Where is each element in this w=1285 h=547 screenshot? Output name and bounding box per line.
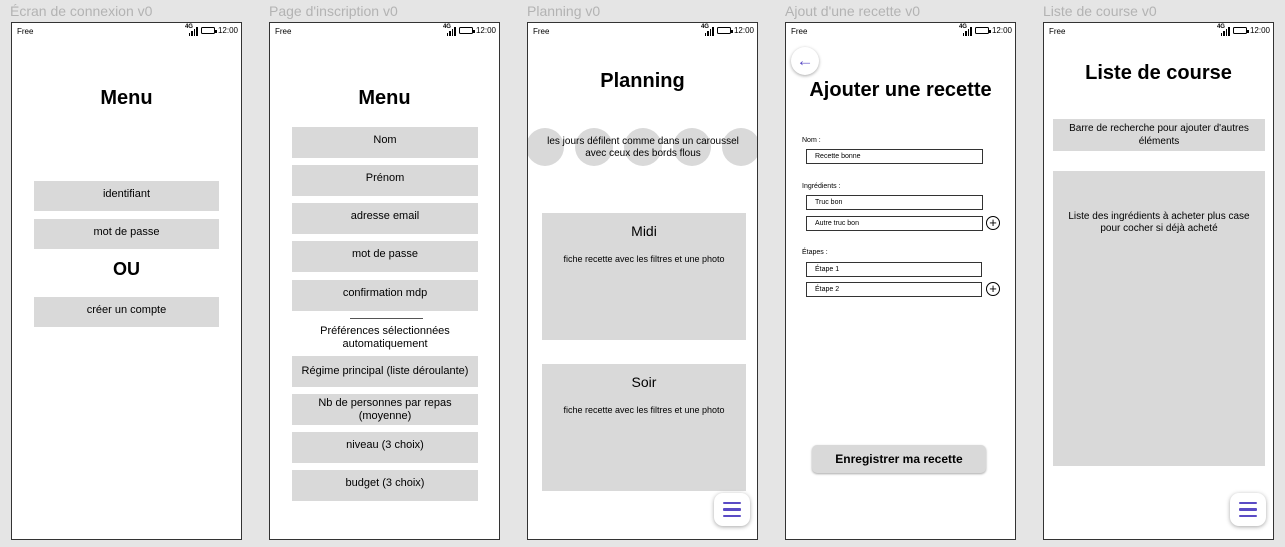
- confirm-password-field[interactable]: confirmation mdp: [292, 280, 478, 311]
- create-account-button[interactable]: créer un compte: [34, 297, 219, 327]
- lunch-card[interactable]: [542, 213, 746, 340]
- step-input[interactable]: Étape 2: [806, 282, 982, 297]
- or-separator: OU: [113, 259, 140, 279]
- page-title: Planning: [600, 70, 685, 92]
- signal-icon: 4G: [958, 25, 972, 36]
- frame-title-shopping: Liste de course v0: [1043, 3, 1157, 19]
- save-recipe-button[interactable]: Enregistrer ma recette: [812, 445, 986, 473]
- status-bar: [12, 23, 241, 39]
- divider: [350, 318, 423, 319]
- dinner-card[interactable]: [542, 364, 746, 491]
- signup-screen: [269, 22, 500, 540]
- carrier-label: Free: [791, 27, 808, 36]
- name-field[interactable]: Nom: [292, 127, 478, 158]
- hamburger-menu-icon[interactable]: [1230, 493, 1266, 526]
- add-recipe-screen: [785, 22, 1016, 540]
- signal-icon: 4G: [184, 25, 198, 36]
- carrier-label: Free: [533, 27, 550, 36]
- planning-screen: [527, 22, 758, 540]
- page-title: Menu: [358, 87, 411, 109]
- page-title: Liste de course: [1085, 62, 1232, 84]
- battery-icon: [201, 27, 215, 34]
- clock: 12:00: [733, 26, 754, 35]
- status-bar: [270, 23, 499, 39]
- preferences-note: Préférences sélectionnées automatiquement: [320, 325, 450, 350]
- ingredient-input[interactable]: Autre truc bon: [806, 216, 983, 231]
- clock: 12:00: [1249, 26, 1270, 35]
- ingredients-label: Ingrédients :: [802, 183, 841, 190]
- servings-field[interactable]: Nb de personnes par repas (moyenne): [292, 394, 478, 425]
- plus-circle-icon[interactable]: +: [986, 216, 1000, 230]
- name-label: Nom :: [802, 137, 821, 144]
- carrier-label: Free: [17, 27, 34, 36]
- battery-icon: [975, 27, 989, 34]
- carrier-label: Free: [275, 27, 292, 36]
- budget-select[interactable]: budget (3 choix): [292, 470, 478, 501]
- frame-title-planning: Planning v0: [527, 3, 601, 19]
- search-bar[interactable]: Barre de recherche pour ajouter d'autres éléments: [1053, 119, 1265, 151]
- lunch-label: Midi: [631, 223, 657, 239]
- shopping-list-screen: [1043, 22, 1274, 540]
- password-field[interactable]: mot de passe: [34, 219, 219, 249]
- dinner-description: fiche recette avec les filtres et une photo: [563, 405, 725, 415]
- password-field[interactable]: mot de passe: [292, 241, 478, 272]
- ingredient-input[interactable]: Truc bon: [806, 195, 983, 210]
- diet-select[interactable]: Régime principal (liste déroulante): [292, 356, 478, 387]
- battery-icon: [1233, 27, 1247, 34]
- level-select[interactable]: niveau (3 choix): [292, 432, 478, 463]
- shopping-list[interactable]: Liste des ingrédients à acheter plus case pour cocher si déjà acheté: [1053, 171, 1265, 466]
- status-bar: [528, 23, 757, 39]
- status-bar: [1044, 23, 1273, 39]
- arrow-left-icon[interactable]: ←: [791, 47, 819, 75]
- firstname-field[interactable]: Prénom: [292, 165, 478, 196]
- plus-circle-icon[interactable]: +: [986, 282, 1000, 296]
- lunch-description: fiche recette avec les filtres et une photo: [563, 254, 725, 264]
- carousel-note: les jours défilent comme dans un caroussel avec ceux des bords flous: [547, 136, 739, 159]
- signal-icon: 4G: [442, 25, 456, 36]
- step-input[interactable]: Étape 1: [806, 262, 982, 277]
- email-field[interactable]: adresse email: [292, 203, 478, 234]
- dinner-label: Soir: [631, 374, 657, 390]
- frame-title-add-recipe: Ajout d'une recette v0: [785, 3, 920, 19]
- page-title: Ajouter une recette: [809, 79, 992, 101]
- page-title: Menu: [100, 87, 153, 109]
- status-bar: [786, 23, 1015, 39]
- clock: 12:00: [217, 26, 238, 35]
- carrier-label: Free: [1049, 27, 1066, 36]
- battery-icon: [459, 27, 473, 34]
- clock: 12:00: [475, 26, 496, 35]
- signal-icon: 4G: [700, 25, 714, 36]
- hamburger-menu-icon[interactable]: [714, 493, 750, 526]
- signal-icon: 4G: [1216, 25, 1230, 36]
- clock: 12:00: [991, 26, 1012, 35]
- login-screen: [11, 22, 242, 540]
- battery-icon: [717, 27, 731, 34]
- frame-title-login: Écran de connexion v0: [10, 3, 153, 19]
- identifier-field[interactable]: identifiant: [34, 181, 219, 211]
- frame-title-signup: Page d'inscription v0: [269, 3, 398, 19]
- recipe-name-input[interactable]: Recette bonne: [806, 149, 983, 164]
- steps-label: Étapes :: [802, 249, 828, 256]
